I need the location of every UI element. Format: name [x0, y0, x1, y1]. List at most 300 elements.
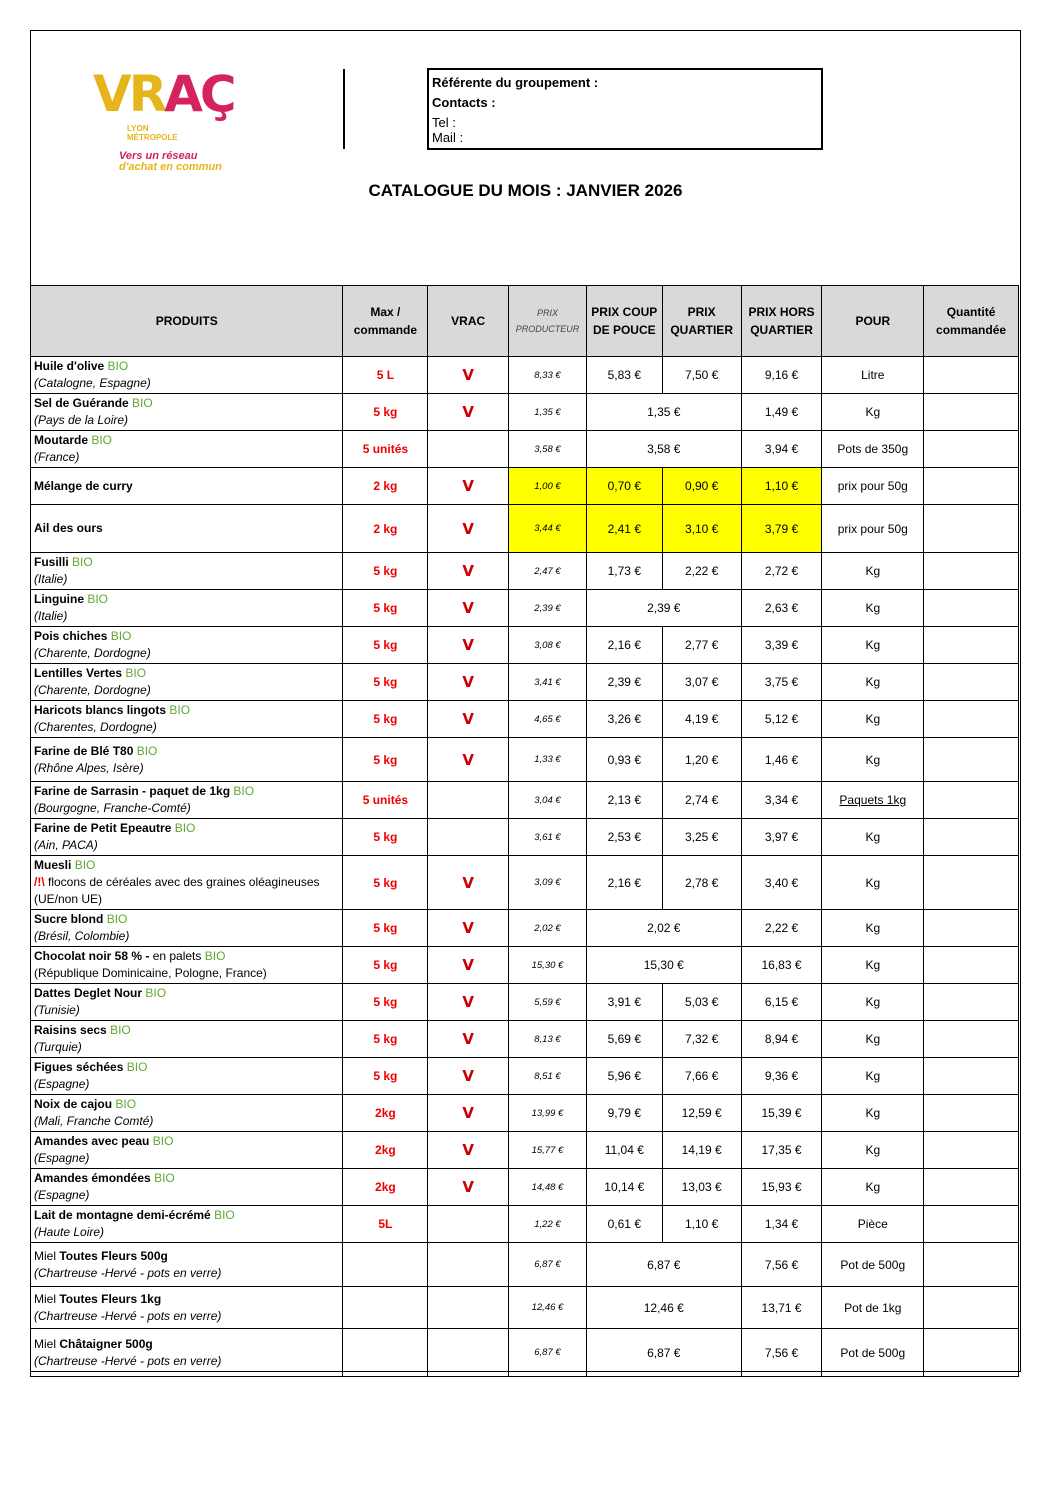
- vrac-mark: V: [428, 984, 509, 1021]
- prix-producteur-cell: 6,87 €: [509, 1329, 587, 1377]
- product-cell: [31, 984, 343, 1021]
- bio-label: BIO: [91, 433, 113, 447]
- prix-producteur-cell: 14,48 €: [509, 1169, 587, 1206]
- prix-hors-quartier-cell: 9,36 €: [741, 1058, 822, 1095]
- prix-hors-quartier-cell: 1,49 €: [741, 394, 822, 431]
- product-name: Amandes avec peau: [34, 1134, 150, 1148]
- product-name: Raisins secs: [34, 1023, 107, 1037]
- warning-icon: /!\: [34, 875, 45, 889]
- prix-coup-quartier-merged-cell: 6,87 €: [586, 1329, 741, 1377]
- col-prix-producteur: PRIX PRODUCTEUR: [509, 286, 587, 357]
- table-row: [31, 553, 1019, 590]
- pour-cell: Kg: [822, 984, 924, 1021]
- vrac-mark: V: [428, 590, 509, 627]
- table-header-row: [31, 286, 1019, 357]
- prix-producteur-cell: 4,65 €: [509, 701, 587, 738]
- product-origin: (Espagne): [34, 1077, 90, 1091]
- prix-quartier-cell: 3,25 €: [662, 819, 741, 856]
- bio-label: BIO: [110, 629, 132, 643]
- col-vrac: VRAC: [428, 286, 509, 357]
- quantity-input-cell[interactable]: [924, 357, 1019, 394]
- product-name: Fusilli: [34, 555, 69, 569]
- table-row: [31, 1132, 1019, 1169]
- table-row: [31, 1058, 1019, 1095]
- prix-quartier-cell: 2,77 €: [662, 627, 741, 664]
- prix-quartier-cell: 7,50 €: [662, 357, 741, 394]
- prix-coup-de-pouce-cell: 0,61 €: [586, 1206, 662, 1243]
- max-order-cell: [343, 1287, 428, 1329]
- prix-hors-quartier-cell: 9,16 €: [741, 357, 822, 394]
- vrac-mark: [428, 1243, 509, 1287]
- product-cell: [31, 394, 343, 431]
- pour-cell: Kg: [822, 664, 924, 701]
- prix-producteur-cell: 3,09 €: [509, 856, 587, 910]
- col-max: Max / commande: [343, 286, 428, 357]
- prix-producteur-cell: 3,58 €: [509, 431, 587, 468]
- prix-hors-quartier-cell: 3,39 €: [741, 627, 822, 664]
- bio-label: BIO: [125, 666, 147, 680]
- product-name: Ail des ours: [34, 521, 103, 535]
- prix-coup-quartier-merged-cell: 2,02 €: [586, 910, 741, 947]
- prix-hors-quartier-cell: 2,63 €: [741, 590, 822, 627]
- table-row: [31, 1206, 1019, 1243]
- product-cell: [31, 819, 343, 856]
- table-row: [31, 357, 1019, 394]
- table-row: [31, 701, 1019, 738]
- product-name: Linguine: [34, 592, 84, 606]
- col-quantite: Quantité commandée: [924, 286, 1019, 357]
- quantity-input-cell[interactable]: [924, 738, 1019, 782]
- product-origin: (Italie): [34, 572, 68, 586]
- prix-producteur-cell: 5,59 €: [509, 984, 587, 1021]
- prix-coup-de-pouce-cell: 5,96 €: [586, 1058, 662, 1095]
- product-cell: [31, 1243, 343, 1287]
- prix-quartier-cell: 7,32 €: [662, 1021, 741, 1058]
- product-name: Lait de montagne demi-écrémé: [34, 1208, 211, 1222]
- table-row: [31, 1243, 1019, 1287]
- prix-producteur-cell: 1,33 €: [509, 738, 587, 782]
- max-order-cell: 2 kg: [343, 468, 428, 505]
- vrac-mark: V: [428, 627, 509, 664]
- product-origin: (Brésil, Colombie): [34, 929, 130, 943]
- product-name: Sucre blond: [34, 912, 104, 926]
- vrac-mark: V: [428, 910, 509, 947]
- table-row: [31, 664, 1019, 701]
- vrac-mark: [428, 431, 509, 468]
- quantity-input-cell[interactable]: [924, 553, 1019, 590]
- bio-label: BIO: [106, 912, 128, 926]
- prix-producteur-cell: 2,39 €: [509, 590, 587, 627]
- product-cell: [31, 1132, 343, 1169]
- max-order-cell: 5 kg: [343, 701, 428, 738]
- prix-quartier-cell: 14,19 €: [662, 1132, 741, 1169]
- product-origin: (Charente, Dordogne): [34, 646, 151, 660]
- max-order-cell: 5L: [343, 1206, 428, 1243]
- pour-cell: Kg: [822, 590, 924, 627]
- product-cell: [31, 1329, 343, 1377]
- pour-cell: Kg: [822, 738, 924, 782]
- vrac-mark: V: [428, 1095, 509, 1132]
- vrac-mark: [428, 1329, 509, 1377]
- vrac-mark: V: [428, 468, 509, 505]
- vrac-mark: V: [428, 664, 509, 701]
- prix-hors-quartier-cell: 3,34 €: [741, 782, 822, 819]
- product-name: Sel de Guérande: [34, 396, 129, 410]
- max-order-cell: 5 kg: [343, 819, 428, 856]
- product-cell: [31, 553, 343, 590]
- prix-quartier-cell: 4,19 €: [662, 701, 741, 738]
- prix-quartier-cell: 7,66 €: [662, 1058, 741, 1095]
- bio-label: BIO: [145, 986, 167, 1000]
- pour-cell: Kg: [822, 627, 924, 664]
- quantity-input-cell[interactable]: [924, 947, 1019, 984]
- product-origin: (Chartreuse -Hervé - pots en verre): [34, 1308, 222, 1323]
- prix-producteur-cell: 2,02 €: [509, 910, 587, 947]
- product-prefix: Miel: [34, 1336, 60, 1351]
- product-cell: [31, 1021, 343, 1058]
- prix-quartier-cell: 2,22 €: [662, 553, 741, 590]
- product-cell: [31, 782, 343, 819]
- product-cell: [31, 1095, 343, 1132]
- pour-cell: Kg: [822, 1058, 924, 1095]
- bio-label: BIO: [169, 703, 191, 717]
- pour-cell: Pot de 500g: [822, 1243, 924, 1287]
- bio-label: BIO: [126, 1060, 148, 1074]
- max-order-cell: [343, 1329, 428, 1377]
- product-name: Toutes Fleurs 500g: [59, 1248, 168, 1263]
- product-name: Moutarde: [34, 433, 88, 447]
- pour-cell: Kg: [822, 553, 924, 590]
- prix-producteur-cell: 1,00 €: [509, 468, 587, 505]
- prix-quartier-cell: 13,03 €: [662, 1169, 741, 1206]
- quantity-input-cell[interactable]: [924, 590, 1019, 627]
- pour-cell: Pots de 350g: [822, 431, 924, 468]
- max-order-cell: 5 kg: [343, 627, 428, 664]
- pour-cell: Pièce: [822, 1206, 924, 1243]
- pour-cell: Litre: [822, 357, 924, 394]
- prix-hors-quartier-cell: 3,40 €: [741, 856, 822, 910]
- max-order-cell: 5 L: [343, 357, 428, 394]
- max-order-cell: 5 kg: [343, 553, 428, 590]
- prix-coup-quartier-merged-cell: 1,35 €: [586, 394, 741, 431]
- table-row: [31, 984, 1019, 1021]
- product-name: Farine de Sarrasin - paquet de 1kg: [34, 784, 231, 798]
- product-origin: (UE/non UE): [34, 892, 103, 906]
- prix-coup-quartier-merged-cell: 15,30 €: [586, 947, 741, 984]
- contacts-label: Contacts :: [432, 95, 496, 110]
- prix-coup-quartier-merged-cell: 6,87 €: [586, 1243, 741, 1287]
- table-row: [31, 431, 1019, 468]
- prix-hors-quartier-cell: 6,15 €: [741, 984, 822, 1021]
- product-name: Farine de Blé T80: [34, 743, 134, 758]
- prix-producteur-cell: 6,87 €: [509, 1243, 587, 1287]
- product-origin: (Rhône Alpes, Isère): [34, 760, 144, 775]
- product-origin: (Bourgogne, Franche-Comté): [34, 801, 191, 815]
- max-order-cell: 5 kg: [343, 910, 428, 947]
- bio-label: BIO: [152, 1134, 174, 1148]
- table-row: [31, 394, 1019, 431]
- product-origin: (Chartreuse -Hervé - pots en verre): [34, 1265, 222, 1280]
- table-row: [31, 1021, 1019, 1058]
- prix-hors-quartier-cell: 1,34 €: [741, 1206, 822, 1243]
- table-row: [31, 590, 1019, 627]
- vrac-mark: V: [428, 505, 509, 553]
- prix-coup-de-pouce-cell: 3,26 €: [586, 701, 662, 738]
- pour-cell: Kg: [822, 701, 924, 738]
- prix-coup-de-pouce-cell: 2,16 €: [586, 856, 662, 910]
- prix-hors-quartier-cell: 5,12 €: [741, 701, 822, 738]
- prix-hors-quartier-cell: 8,94 €: [741, 1021, 822, 1058]
- product-name: Dattes Deglet Nour: [34, 986, 143, 1000]
- table-row: [31, 468, 1019, 505]
- product-origin: (République Dominicaine, Pologne, France): [34, 966, 267, 980]
- product-cell: [31, 357, 343, 394]
- logo-location: LYON MÉTROPOLE: [127, 124, 178, 142]
- quantity-input-cell[interactable]: [924, 1058, 1019, 1095]
- quantity-input-cell[interactable]: [924, 1206, 1019, 1243]
- vrac-logo: [93, 65, 234, 179]
- prix-hors-quartier-cell: 13,71 €: [741, 1287, 822, 1329]
- prix-quartier-cell: 1,10 €: [662, 1206, 741, 1243]
- product-origin: (Charentes, Dordogne): [34, 720, 157, 734]
- product-cell: [31, 468, 343, 505]
- col-prix-quartier: PRIX QUARTIER: [662, 286, 741, 357]
- max-order-cell: 5 kg: [343, 947, 428, 984]
- product-origin: (Charente, Dordogne): [34, 683, 151, 697]
- product-origin: (France): [34, 450, 80, 464]
- prix-quartier-cell: 3,07 €: [662, 664, 741, 701]
- product-origin: (Pays de la Loire): [34, 413, 129, 427]
- pour-cell: Kg: [822, 394, 924, 431]
- product-cell: [31, 947, 343, 984]
- pour-cell: Kg: [822, 819, 924, 856]
- product-cell: [31, 1206, 343, 1243]
- bio-label: BIO: [214, 1208, 235, 1222]
- pour-cell: Kg: [822, 910, 924, 947]
- max-order-cell: 5 kg: [343, 984, 428, 1021]
- quantity-input-cell[interactable]: [924, 701, 1019, 738]
- product-cell: [31, 431, 343, 468]
- product-name: Farine de Petit Epeautre: [34, 821, 172, 835]
- prix-coup-de-pouce-cell: 9,79 €: [586, 1095, 662, 1132]
- prix-coup-de-pouce-cell: 3,91 €: [586, 984, 662, 1021]
- vrac-mark: V: [428, 1021, 509, 1058]
- prix-coup-de-pouce-cell: 2,53 €: [586, 819, 662, 856]
- prix-producteur-cell: 1,35 €: [509, 394, 587, 431]
- table-body: [31, 357, 1019, 1377]
- product-cell: [31, 664, 343, 701]
- product-name: Chocolat noir 58 % -: [34, 949, 153, 963]
- bio-label: BIO: [132, 396, 153, 410]
- prix-coup-de-pouce-cell: 0,70 €: [586, 468, 662, 505]
- vrac-mark: V: [428, 1132, 509, 1169]
- vrac-mark: V: [428, 738, 509, 782]
- prix-producteur-cell: 3,08 €: [509, 627, 587, 664]
- product-prefix: Miel: [34, 1291, 60, 1306]
- quantity-input-cell[interactable]: [924, 505, 1019, 553]
- vrac-mark: V: [428, 701, 509, 738]
- pour-cell: Kg: [822, 947, 924, 984]
- pour-cell: prix pour 50g: [822, 505, 924, 553]
- prix-hors-quartier-cell: 15,39 €: [741, 1095, 822, 1132]
- bio-label: BIO: [154, 1171, 175, 1185]
- prix-producteur-cell: 15,77 €: [509, 1132, 587, 1169]
- bio-label: BIO: [136, 743, 158, 758]
- col-prix-hors-quartier: PRIX HORS QUARTIER: [741, 286, 822, 357]
- bio-label: BIO: [72, 555, 93, 569]
- prix-hors-quartier-cell: 15,93 €: [741, 1169, 822, 1206]
- vrac-mark: [428, 1206, 509, 1243]
- vrac-mark: V: [428, 394, 509, 431]
- prix-hors-quartier-cell: 1,46 €: [741, 738, 822, 782]
- prix-hors-quartier-cell: 2,22 €: [741, 910, 822, 947]
- prix-producteur-cell: 3,04 €: [509, 782, 587, 819]
- quantity-input-cell[interactable]: [924, 1095, 1019, 1132]
- vrac-mark: [428, 819, 509, 856]
- product-cell: [31, 1169, 343, 1206]
- max-order-cell: 2kg: [343, 1095, 428, 1132]
- quantity-input-cell[interactable]: [924, 910, 1019, 947]
- prix-producteur-cell: 15,30 €: [509, 947, 587, 984]
- product-origin: (Espagne): [34, 1151, 90, 1165]
- catalogue-table: [30, 285, 1019, 1377]
- table-row: [31, 1329, 1019, 1377]
- product-origin: (Ain, PACA): [34, 838, 98, 852]
- table-row: [31, 1287, 1019, 1329]
- prix-producteur-cell: 3,41 €: [509, 664, 587, 701]
- prix-producteur-cell: 1,22 €: [509, 1206, 587, 1243]
- quantity-input-cell[interactable]: [924, 431, 1019, 468]
- referente-label: Référente du groupement :: [432, 75, 599, 90]
- catalogue-sheet: [30, 30, 1021, 1372]
- product-name: Amandes émondées: [34, 1171, 151, 1185]
- prix-producteur-cell: 8,51 €: [509, 1058, 587, 1095]
- prix-quartier-cell: 2,78 €: [662, 856, 741, 910]
- product-cell: [31, 627, 343, 664]
- quantity-input-cell[interactable]: [924, 664, 1019, 701]
- quantity-input-cell[interactable]: [924, 782, 1019, 819]
- pour-cell: Kg: [822, 856, 924, 910]
- table-row: [31, 505, 1019, 553]
- pour-cell: Kg: [822, 1095, 924, 1132]
- prix-coup-quartier-merged-cell: 12,46 €: [586, 1287, 741, 1329]
- quantity-input-cell[interactable]: [924, 1287, 1019, 1329]
- product-note: flocons de céréales avec des graines oléagineuses: [44, 875, 320, 889]
- vrac-mark: V: [428, 856, 509, 910]
- prix-coup-de-pouce-cell: 2,39 €: [586, 664, 662, 701]
- prix-hors-quartier-cell: 3,75 €: [741, 664, 822, 701]
- table-row: [31, 627, 1019, 664]
- quantity-input-cell[interactable]: [924, 627, 1019, 664]
- header-divider: [343, 69, 345, 149]
- prix-producteur-cell: 8,13 €: [509, 1021, 587, 1058]
- prix-hors-quartier-cell: 7,56 €: [741, 1329, 822, 1377]
- prix-producteur-cell: 2,47 €: [509, 553, 587, 590]
- product-name: Huile d'olive: [34, 359, 105, 373]
- max-order-cell: 2 kg: [343, 505, 428, 553]
- bio-label: BIO: [107, 359, 129, 373]
- prix-producteur-cell: 12,46 €: [509, 1287, 587, 1329]
- quantity-input-cell[interactable]: [924, 1132, 1019, 1169]
- prix-hors-quartier-cell: 1,10 €: [741, 468, 822, 505]
- vrac-mark: V: [428, 1058, 509, 1095]
- prix-quartier-cell: 2,74 €: [662, 782, 741, 819]
- logo-wordmark: VRAÇ: [93, 65, 234, 123]
- pour-cell: Kg: [822, 1021, 924, 1058]
- product-prefix: Miel: [34, 1248, 60, 1263]
- max-order-cell: 5 kg: [343, 664, 428, 701]
- quantity-input-cell[interactable]: [924, 819, 1019, 856]
- prix-producteur-cell: 13,99 €: [509, 1095, 587, 1132]
- product-cell: [31, 590, 343, 627]
- quantity-input-cell[interactable]: [924, 1021, 1019, 1058]
- product-cell: [31, 505, 343, 553]
- prix-quartier-cell: 0,90 €: [662, 468, 741, 505]
- prix-hors-quartier-cell: 3,97 €: [741, 819, 822, 856]
- product-cell: [31, 1058, 343, 1095]
- prix-coup-de-pouce-cell: 11,04 €: [586, 1132, 662, 1169]
- prix-quartier-cell: 1,20 €: [662, 738, 741, 782]
- vrac-mark: [428, 1287, 509, 1329]
- bio-label: BIO: [233, 784, 255, 798]
- prix-hors-quartier-cell: 16,83 €: [741, 947, 822, 984]
- prix-hors-quartier-cell: 17,35 €: [741, 1132, 822, 1169]
- bio-label: BIO: [74, 858, 96, 872]
- vrac-mark: V: [428, 947, 509, 984]
- product-cell: [31, 701, 343, 738]
- product-cell: [31, 1287, 343, 1329]
- max-order-cell: 2kg: [343, 1132, 428, 1169]
- product-cell: [31, 738, 343, 782]
- max-order-cell: 5 kg: [343, 590, 428, 627]
- table-row: [31, 782, 1019, 819]
- vrac-mark: V: [428, 1169, 509, 1206]
- vrac-mark: [428, 782, 509, 819]
- table-row: [31, 910, 1019, 947]
- header: [31, 31, 1020, 286]
- quantity-input-cell[interactable]: [924, 984, 1019, 1021]
- quantity-input-cell[interactable]: [924, 1329, 1019, 1377]
- prix-quartier-cell: 12,59 €: [662, 1095, 741, 1132]
- prix-hors-quartier-cell: 2,72 €: [741, 553, 822, 590]
- pour-cell: Paquets 1kg: [822, 782, 924, 819]
- quantity-input-cell[interactable]: [924, 468, 1019, 505]
- table-row: [31, 947, 1019, 984]
- product-name: Noix de cajou: [34, 1097, 113, 1111]
- vrac-mark: V: [428, 357, 509, 394]
- product-cell: [31, 910, 343, 947]
- prix-producteur-cell: 3,61 €: [509, 819, 587, 856]
- prix-quartier-cell: 3,10 €: [662, 505, 741, 553]
- prix-quartier-cell: 5,03 €: [662, 984, 741, 1021]
- prix-hors-quartier-cell: 3,79 €: [741, 505, 822, 553]
- quantity-input-cell[interactable]: [924, 394, 1019, 431]
- quantity-input-cell[interactable]: [924, 856, 1019, 910]
- vrac-mark: V: [428, 553, 509, 590]
- prix-coup-de-pouce-cell: 2,16 €: [586, 627, 662, 664]
- product-name: Mélange de curry: [34, 478, 133, 493]
- product-name: Toutes Fleurs 1kg: [59, 1291, 162, 1306]
- bio-label: BIO: [110, 1023, 131, 1037]
- product-name: Châtaigner 500g: [59, 1336, 153, 1351]
- prix-coup-de-pouce-cell: 1,73 €: [586, 553, 662, 590]
- max-order-cell: 5 kg: [343, 394, 428, 431]
- quantity-input-cell[interactable]: [924, 1169, 1019, 1206]
- table-row: [31, 1169, 1019, 1206]
- prix-coup-de-pouce-cell: 10,14 €: [586, 1169, 662, 1206]
- quantity-input-cell[interactable]: [924, 1243, 1019, 1287]
- table-row: [31, 856, 1019, 910]
